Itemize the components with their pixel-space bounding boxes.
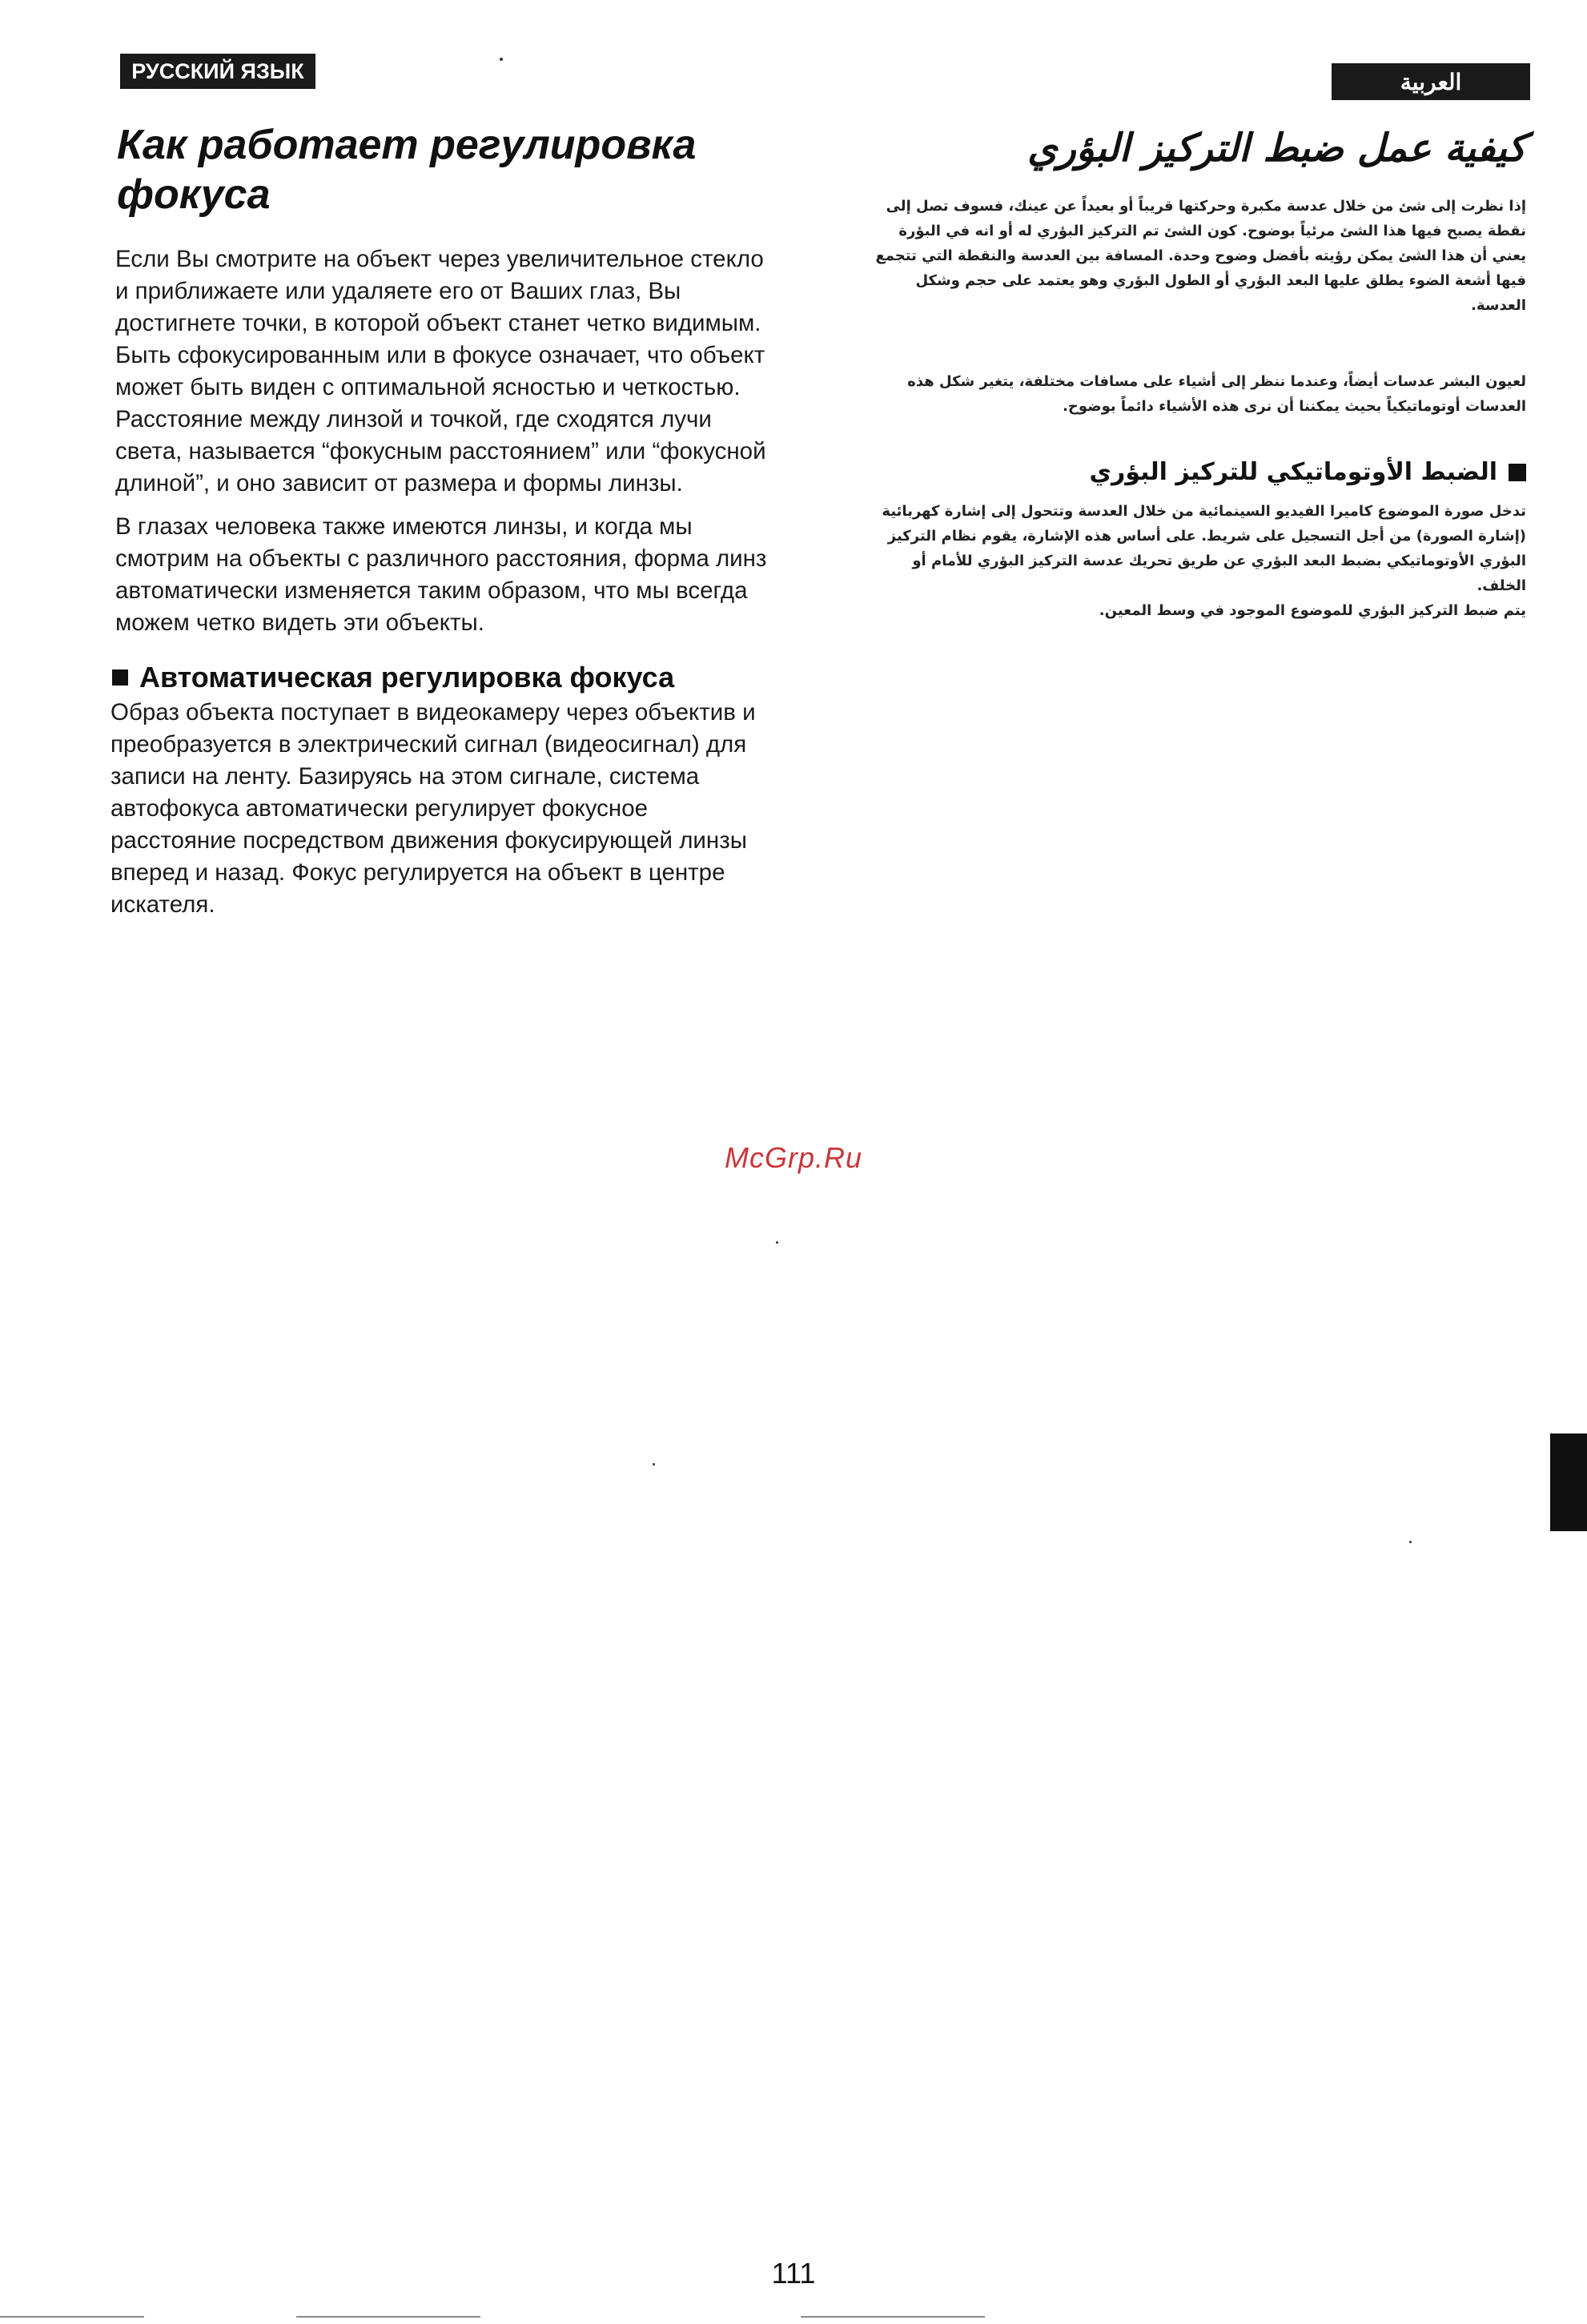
scan-speck bbox=[653, 1463, 655, 1466]
square-bullet-icon bbox=[1509, 464, 1526, 481]
russian-column bbox=[110, 120, 767, 921]
arabic-title: كيفية عمل ضبط التركيز البؤري bbox=[1027, 126, 1526, 171]
russian-section-paragraph: Образ объекта поступает в видеокамеру через объектив и преобразуется в электрический сигнал (видеосигнал) для записи на ленту. Базируясь на этом сигнале, система автофокуса автоматически регулирует фокусное расстояние посредством движения фокусирующей линзы вперед и назад. Фокус регулируется на объект в центре искателя. bbox=[110, 699, 756, 918]
arabic-section-heading-text: الضبط الأوتوماتيكي للتركيز البؤري bbox=[1089, 458, 1497, 486]
side-tab-marker bbox=[1550, 1433, 1587, 1531]
russian-paragraph-2: Быть сфокусированным или в фокусе означает, что объект может быть виден с оптимальной ясностью и четкостью. Расстояние между линзой и точкой, где сходятся лучи света, называется “фокусным расстоянием” или “фокусной длиной”, и оно зависит от размера и формы линзы. bbox=[115, 342, 766, 497]
russian-paragraph-1: Если Вы смотрите на объект через увеличительное стекло и приближаете или удаляете его от Ваших глаз, Вы достигнете точки, в которой объект станет четко видимым. bbox=[115, 246, 764, 336]
arabic-section-paragraph-2: يتم ضبط التركيز البؤري للموضوع الموجود في وسط المعين. bbox=[1099, 602, 1526, 619]
arabic-language-badge: العربية bbox=[1332, 63, 1530, 100]
page-number: 111 bbox=[771, 2257, 816, 2290]
watermark: McGrp.Ru bbox=[724, 1141, 863, 1174]
arabic-paragraph-2: لعيون البشر عدسات أيضاً، وعندما ننظر إلى أشياء على مسافات مختلفة، يتغير شكل هذه العدسات أوتوماتيكياً بحيث يمكننا أن نرى هذه الأشياء دائماً بوضوح. bbox=[907, 373, 1526, 415]
scan-speck bbox=[776, 1241, 778, 1244]
russian-section-heading bbox=[112, 660, 767, 695]
russian-title: Как работает регулировка фокуса bbox=[117, 122, 697, 218]
bottom-edge-line bbox=[0, 2316, 144, 2318]
scan-speck bbox=[1409, 1541, 1412, 1543]
arabic-column bbox=[873, 120, 1526, 623]
bottom-edge-line bbox=[296, 2316, 480, 2318]
arabic-paragraph-1: إذا نظرت إلى شئ من خلال عدسة مكبرة وحركتها قريباً أو بعيداً عن عينك، فسوف تصل إلى نقطة يصبح فيها هذا الشئ مرئياً بوضوح. كون الشئ تم التركيز البؤري له أو انه في البؤرة يعني أن هذا الشئ يمكن رؤيته بأفضل وضوح وحدة. المسافة بين العدسة والنقطة التي تتجمع فيها أشعة الضوء يطلق عليها البعد البؤري أو الطول البؤري وهو يعتمد على حجم وشكل العدسة. bbox=[875, 198, 1526, 314]
arabic-section-paragraph-1: تدخل صورة الموضوع كاميرا الفيديو السينمائية من خلال العدسة وتتحول إلى إشارة كهربائية (إشارة الصورة) من أجل التسجيل على شريط. على أساس هذه الإشارة، يقوم نظام التركيز البؤري الأوتوماتيكي بضبط البعد البؤري عن طريق تحريك عدسة التركيز البؤري للأمام أو الخلف. bbox=[882, 503, 1526, 594]
russian-section-heading-text: Автоматическая регулировка фокуса bbox=[139, 661, 675, 694]
square-bullet-icon bbox=[112, 669, 128, 686]
russian-language-badge: РУССКИЙ ЯЗЫК bbox=[120, 54, 315, 89]
bottom-edge-line bbox=[801, 2316, 985, 2318]
russian-paragraph-3: В глазах человека также имеются линзы, и когда мы смотрим на объекты с различного расстояния, форма линз автоматически изменяется таким образом, что мы всегда можем четко видеть эти объекты. bbox=[115, 513, 767, 636]
arabic-section-heading bbox=[873, 454, 1526, 491]
scan-speck bbox=[500, 58, 503, 61]
